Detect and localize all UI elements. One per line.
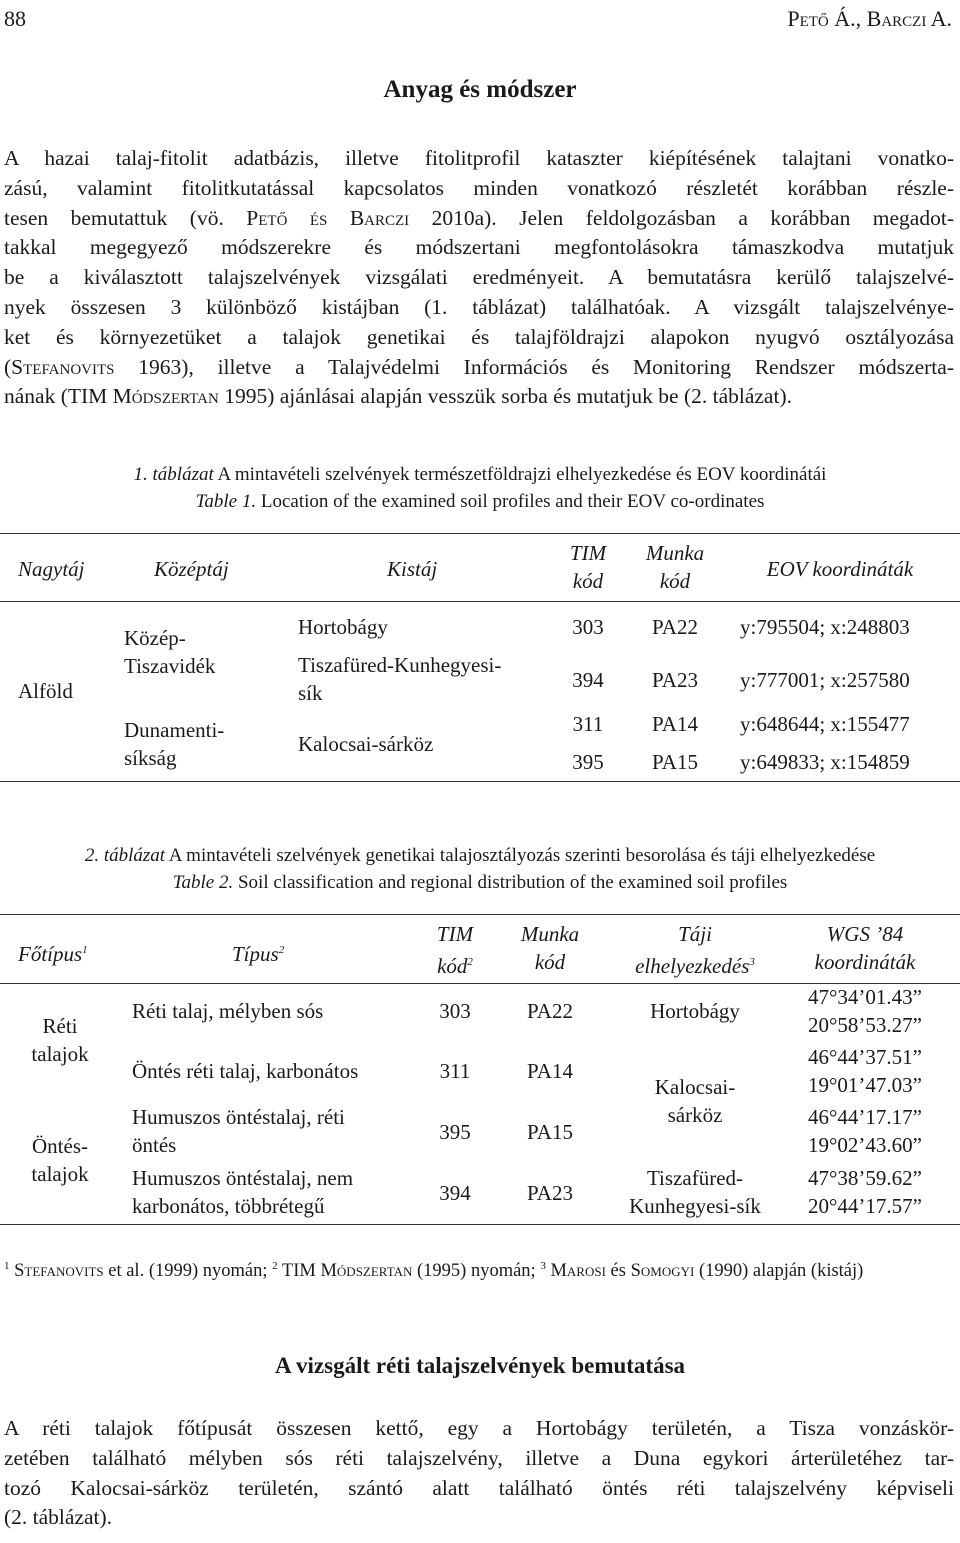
table1-eov: y:649833; x:154859 [740, 750, 910, 774]
table2-taji: Tiszafüred- Kunhegyesi-sík [629, 1166, 761, 1218]
table1-top-rule [0, 533, 960, 534]
table2-caption-text: A mintavételi szelvények genetikai talajosztályozás szerinti besorolása és táji elhelyezkedése [168, 845, 876, 866]
table2-munka: PA14 [527, 1059, 573, 1083]
table1-munka: PA23 [652, 668, 698, 692]
table2-wgs: 46°44’37.51” 19°01’47.03” [808, 1045, 922, 1097]
paragraph-line: (Stefanovits 1963), illetve a Talajvédelmi Információs és Monitoring Rendszer módszerta- [4, 354, 954, 379]
table1-bottom-rule [0, 781, 960, 782]
table2-header-wgs: WGS ’84 koordináták [814, 922, 916, 974]
table1-kozeptaj: Közép- Tiszavidék [124, 626, 216, 678]
table1-caption-text: A mintavételi szelvények természetföldrajzi elhelyezkedése és EOV koordinátái [217, 464, 827, 485]
table2-bottom-rule [0, 1224, 960, 1225]
table1-caption-label: 1. táblázat [133, 464, 214, 485]
table1-munka: PA22 [652, 615, 698, 639]
table1-caption-en-text: Location of the examined soil profiles and their EOV co-ordinates [260, 491, 765, 512]
table2-munka: PA22 [527, 999, 573, 1023]
table1-tim: 311 [572, 712, 604, 736]
paragraph-line: be a kiválasztott talajszelvények vizsgálati eredményeit. A bemutatásra kerülő talajszelvé- [4, 265, 954, 290]
table1-kistaj: Tiszafüred-Kunhegyesi- sík [298, 653, 502, 705]
table2-tim: 311 [439, 1059, 471, 1083]
table2-caption-en-label: Table 2. [172, 872, 234, 893]
table1-munka: PA14 [652, 712, 698, 736]
table1-eov: y:648644; x:155477 [740, 712, 910, 736]
paragraph-line: zású, valamint fitolitkutatással kapcsolatos minden vonatkozó részletét korábban részle- [4, 175, 954, 200]
table2-footnote: $^1$ Stefanovits et al. (1999) nyomán; $^2$ TIM Módszertan (1995) nyomán; $^3$ Marosi és Somogyi (1990) alapján (kistáj) [4, 1260, 864, 1282]
table2-taji: Hortobágy [650, 999, 740, 1023]
table2-tipus: Réti talaj, mélyben sós [132, 999, 324, 1023]
table2-caption [0, 842, 960, 896]
table2-caption-label: 2. táblázat [84, 845, 166, 866]
table2-fotipus: Öntés- talajok [31, 1134, 89, 1186]
table1-tim: 394 [572, 668, 604, 692]
table1-eov: y:777001; x:257580 [740, 668, 910, 692]
table2-tipus: Humuszos öntéstalaj, nem karbonátos, többrétegű [132, 1166, 354, 1218]
table2-header-fotipus: Főtípus$^1$ [18, 942, 88, 966]
table2-tim: 394 [439, 1181, 471, 1205]
table1-kistaj: Hortobágy [298, 615, 388, 639]
paragraph-line: zetében található mélyben sós réti talajszelvény, illetve a Duna egykori árterületéhez tar- [4, 1445, 954, 1470]
paragraph-line: (2. táblázat). [4, 1505, 113, 1530]
table2-tim: 395 [439, 1120, 471, 1144]
table2-wgs: 47°34’01.43” 20°58’53.27” [808, 985, 922, 1037]
table1-tim: 395 [572, 750, 604, 774]
table2-tim: 303 [439, 999, 471, 1023]
running-title: Pető Á., Barczi A. [787, 6, 952, 31]
paragraph-line: takkal megegyező módszerekre és módszertani megfontolásokra támaszkodva mutatjuk [4, 235, 954, 260]
page-number: 88 [4, 6, 26, 31]
table2-header-tipus: Típus$^2$ [232, 942, 285, 966]
paragraph-line: nának (TIM Módszertan 1995) ajánlásai alapján vesszük sorba és mutatjuk be (2. táblázat). [4, 384, 792, 409]
table2-wgs: 47°38’59.62” 20°44’17.57” [808, 1166, 922, 1218]
table1-nagytaj: Alföld [18, 679, 73, 703]
table2-wgs: 46°44’17.17” 19°02’43.60” [808, 1105, 922, 1157]
table2-header-tim: TIM kód$^2$ [436, 922, 474, 978]
section-title: Anyag és módszer [383, 76, 577, 103]
table2-tipus: Humuszos öntéstalaj, réti öntés [132, 1105, 345, 1157]
paragraph-methods [4, 144, 954, 412]
table1-caption-en-label: Table 1. [195, 491, 257, 512]
table2-taji: Kalocsai- sárköz [654, 1075, 736, 1127]
table1-header-munka: Munka kód [645, 541, 705, 593]
table1-kistaj: Kalocsai-sárköz [298, 732, 434, 756]
table1-tim: 303 [572, 615, 604, 639]
paragraph-reti-talajok [4, 1414, 954, 1533]
table1-caption [0, 461, 960, 515]
table2-munka: PA15 [527, 1120, 573, 1144]
table1-munka: PA15 [652, 750, 698, 774]
paragraph-line: A hazai talaj-fitolit adatbázis, illetve fitolitprofil kataszter kiépítésének talajtani vonatko- [4, 146, 954, 170]
table1-header-kozeptaj: Középtáj [154, 557, 229, 581]
subsection-title: A vizsgált réti talajszelvények bemutatása [274, 1353, 686, 1378]
table1-header-eov: EOV koordináták [766, 557, 914, 581]
table1-eov: y:795504; x:248803 [740, 615, 910, 639]
table2-header-munka: Munka kód [520, 922, 580, 974]
paragraph-line: tesen bemutattuk (vö. Pető és Barczi 2010a). Jelen feldolgozásban a korábban megadot- [4, 205, 954, 230]
table1-header-kistaj: Kistáj [387, 557, 438, 581]
table2-top-rule [0, 914, 960, 915]
table1-header-rule [0, 601, 960, 602]
paragraph-line: tozó Kalocsai-sárköz területén, szántó alatt található öntés réti talajszelvény képviseli [4, 1475, 954, 1500]
table2-munka: PA23 [527, 1181, 573, 1205]
table2-header-taji: Táji elhelyezkedés$^3$ [635, 922, 755, 978]
table2-tipus: Öntés réti talaj, karbonátos [132, 1059, 359, 1083]
paragraph-line: ket és környezetüket a talajok genetikai és talajföldrajzi alapokon nyugvó osztályozása [4, 324, 954, 349]
paragraph-line: A réti talajok főtípusát összesen kettő, egy a Hortobágy területén, a Tisza vonzáskör- [4, 1416, 954, 1440]
paragraph-line: nyek összesen 3 különböző kistájban (1. táblázat) találhatóak. A vizsgált talajszelvénye- [4, 294, 954, 319]
table1-header-tim: TIM kód [569, 541, 607, 593]
table1-header-nagytaj: Nagytáj [18, 557, 85, 581]
table1-kozeptaj: Dunamenti- síkság [124, 718, 225, 770]
table2-fotipus: Réti talajok [31, 1014, 89, 1066]
table2-caption-en-text: Soil classification and regional distribution of the examined soil profiles [237, 872, 788, 893]
